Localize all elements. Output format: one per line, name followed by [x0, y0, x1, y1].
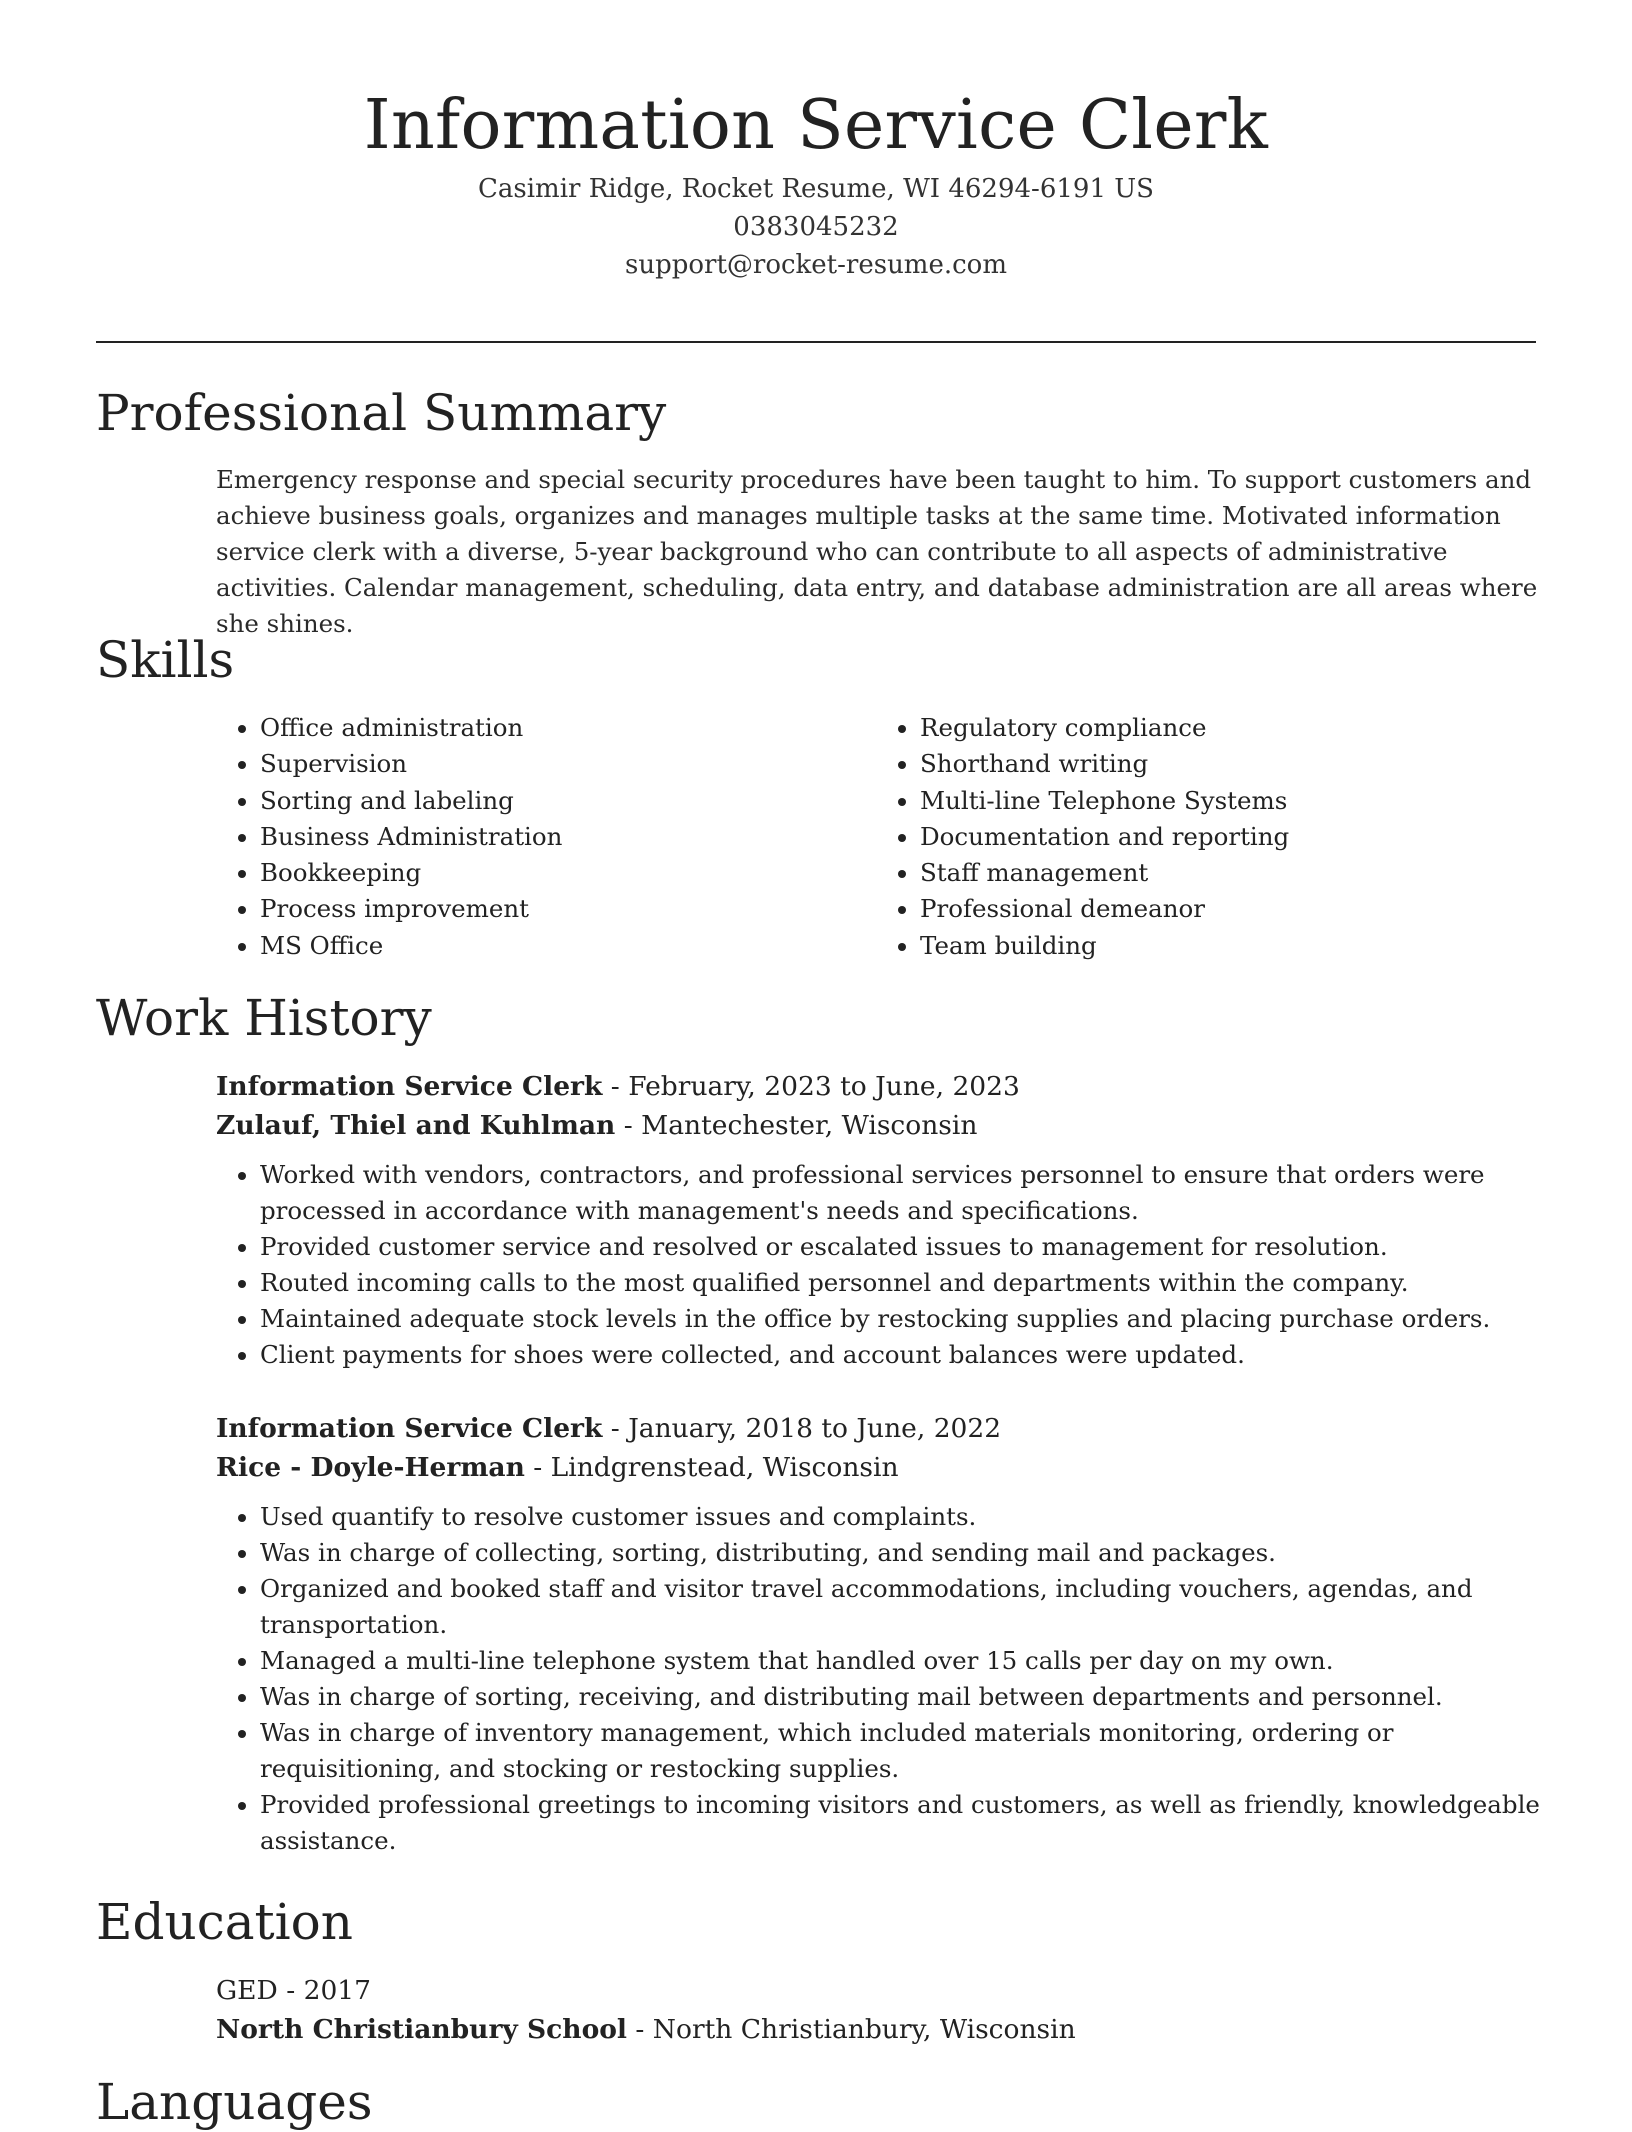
job-duty: • Was in charge of collecting, sorting, distributing, and sending mail and packages.: [260, 1535, 1542, 1571]
job-duty: • Provided customer service and resolved or escalated issues to management for resolution.: [260, 1229, 1542, 1265]
address: Casimir Ridge, Rocket Resume, WI 46294-6191 US: [478, 174, 1154, 204]
skill-item: • Bookkeeping: [260, 855, 876, 891]
skill-item: • Supervision: [260, 746, 876, 782]
job-duty: • Was in charge of inventory management, which included materials monitoring, ordering or requisitioning, and stocking or restocking supplies.: [260, 1715, 1542, 1787]
skill-item: • Office administration: [260, 710, 876, 746]
separator: -: [626, 2014, 653, 2045]
work-history-heading: Work History: [96, 989, 432, 1047]
degree: GED: [216, 1975, 278, 2006]
job-entry: [216, 1409, 1542, 1859]
skill-item: • Documentation and reporting: [920, 819, 1536, 855]
header-divider: [96, 341, 1536, 343]
email: support@rocket-resume.com: [624, 250, 1007, 280]
job-duty: • Organized and booked staff and visitor travel accommodations, including vouchers, agendas, and transportation.: [260, 1571, 1542, 1643]
skill-item: • Business Administration: [260, 819, 876, 855]
job-duty: • Worked with vendors, contractors, and professional services personnel to ensure that orders were processed in accordance with management's needs and specifications.: [260, 1157, 1542, 1229]
skill-item: • Sorting and labeling: [260, 783, 876, 819]
job-title-line: [216, 1409, 1542, 1448]
job-duty: • Provided professional greetings to incoming visitors and customers, as well as friendly, knowledgeable assistance.: [260, 1787, 1542, 1859]
school-location: North Christianbury, Wisconsin: [652, 2014, 1076, 2045]
job-dates: January, 2018 to June, 2022: [628, 1413, 1002, 1444]
skill-item: • Multi-line Telephone Systems: [920, 783, 1536, 819]
resume-header: [96, 82, 1536, 284]
job-duties: [216, 1499, 1542, 1859]
company-location: Lindgrenstead, Wisconsin: [550, 1452, 899, 1483]
summary-text: Emergency response and special security procedures have been taught to him. To support customers and achieve business goals, organizes and manages multiple tasks at the same time. Motivated information service clerk with a diverse, 5-year background who can contribute to all aspects of administrative activities. Calendar management, scheduling, data entry, and database administration are all areas where she shines.: [216, 465, 1538, 638]
summary-heading: Professional Summary: [96, 384, 667, 442]
separator: -: [602, 1413, 629, 1444]
school-line: [216, 2010, 1542, 2049]
contact-info: [96, 170, 1536, 284]
skills-list: [216, 710, 1536, 964]
job-title: Information Service Clerk: [216, 1071, 603, 1102]
job-duty: • Maintained adequate stock levels in the office by restocking supplies and placing purchase orders.: [260, 1301, 1542, 1337]
job-duty: • Used quantify to resolve customer issues and complaints.: [260, 1499, 1542, 1535]
job-duty: • Was in charge of sorting, receiving, and distributing mail between departments and personnel.: [260, 1679, 1542, 1715]
graduation-year: 2017: [303, 1975, 372, 2006]
job-title: Information Service Clerk: [216, 1413, 603, 1444]
job-entry: [216, 1067, 1542, 1373]
company-name: Rice - Doyle-Herman: [216, 1452, 525, 1483]
skill-item: • MS Office: [260, 928, 876, 964]
company-line: [216, 1448, 1542, 1487]
job-duty: • Managed a multi-line telephone system that handled over 15 calls per day on my own.: [260, 1643, 1542, 1679]
skills-column-left: [216, 710, 876, 964]
education-heading: Education: [96, 1893, 353, 1951]
job-title-line: [216, 1067, 1542, 1106]
separator: -: [524, 1452, 551, 1483]
skill-item: • Professional demeanor: [920, 891, 1536, 927]
skill-item: • Shorthand writing: [920, 746, 1536, 782]
company-name: Zulauf, Thiel and Kuhlman: [216, 1110, 616, 1141]
job-dates: February, 2023 to June, 2023: [628, 1071, 1020, 1102]
skills-column-right: [876, 710, 1536, 964]
resume-name: Information Service Clerk: [363, 86, 1269, 165]
phone: 0383045232: [733, 212, 899, 242]
company-location: Mantechester, Wisconsin: [641, 1110, 978, 1141]
separator: -: [602, 1071, 629, 1102]
separator: -: [615, 1110, 642, 1141]
separator: -: [277, 1975, 304, 2006]
skills-heading: Skills: [96, 631, 235, 689]
education-entry: [216, 1971, 1542, 2049]
school-name: North Christianbury School: [216, 2014, 627, 2045]
skill-item: • Team building: [920, 928, 1536, 964]
job-duty: • Client payments for shoes were collected, and account balances were updated.: [260, 1337, 1542, 1373]
skill-item: • Regulatory compliance: [920, 710, 1536, 746]
job-duties: [216, 1157, 1542, 1373]
degree-line: [216, 1971, 1542, 2010]
job-duty: • Routed incoming calls to the most qualified personnel and departments within the company.: [260, 1265, 1542, 1301]
languages-heading: Languages: [96, 2073, 373, 2131]
company-line: [216, 1106, 1542, 1145]
skill-item: • Staff management: [920, 855, 1536, 891]
skill-item: • Process improvement: [260, 891, 876, 927]
